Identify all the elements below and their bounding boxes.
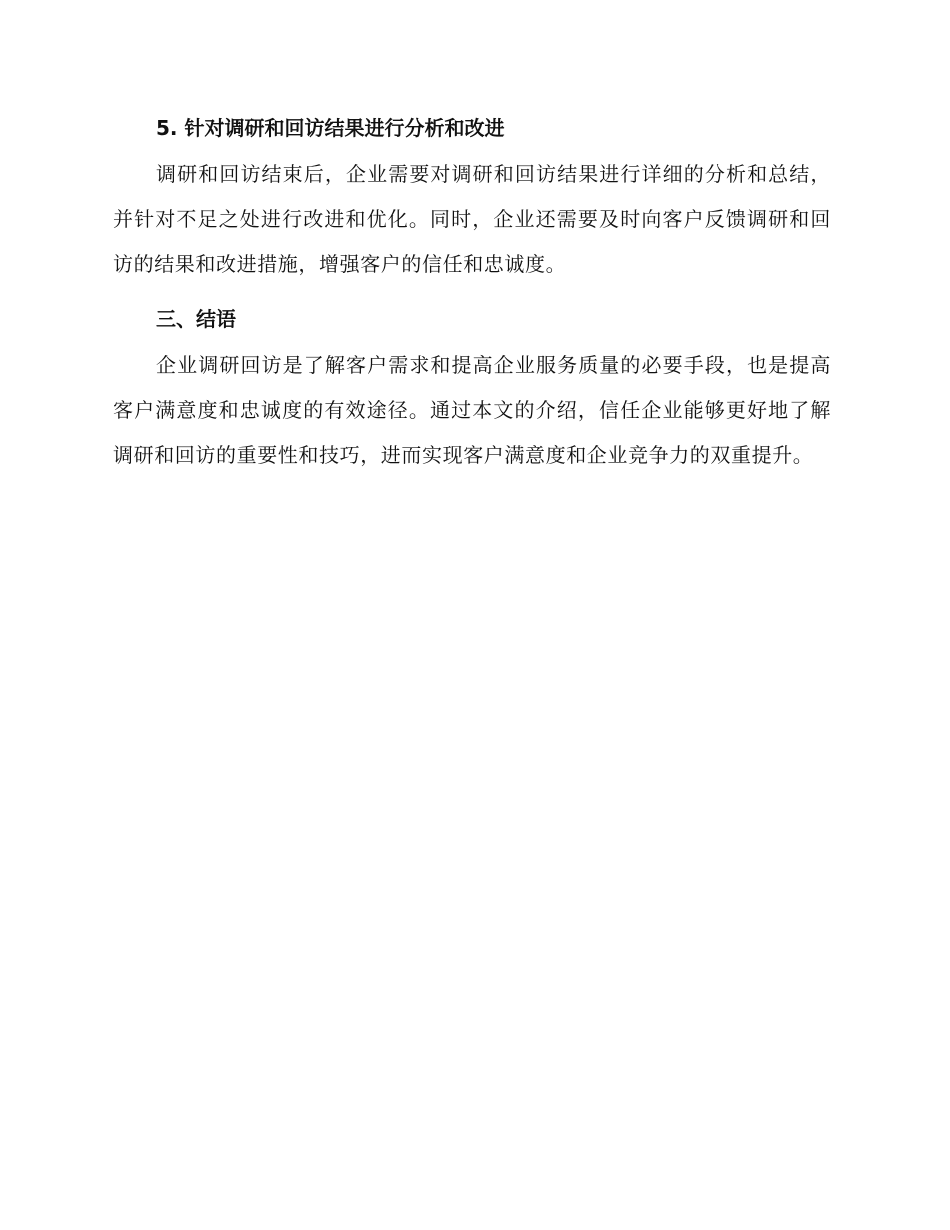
document-content <box>113 104 831 486</box>
section-paragraph-conclusion: 企业调研回访是了解客户需求和提高企业服务质量的必要手段，也是提高客户满意度和忠诚度的有效途径。通过本文的介绍，信任企业能够更好地了解调研和回访的重要性和技巧，进而实现客户满意度和企业竞争力的双重提升。 <box>113 353 831 467</box>
section-paragraph-analysis-improvement: 调研和回访结束后，企业需要对调研和回访结果进行详细的分析和总结，并针对不足之处进行改进和优化。同时，企业还需要及时向客户反馈调研和回访的结果和改进措施，增强客户的信任和忠诚度。 <box>113 162 831 276</box>
section-heading-analysis-improvement: 5. 针对调研和回访结果进行分析和改进 <box>156 116 505 140</box>
section-heading-conclusion: 三、结语 <box>156 307 236 331</box>
